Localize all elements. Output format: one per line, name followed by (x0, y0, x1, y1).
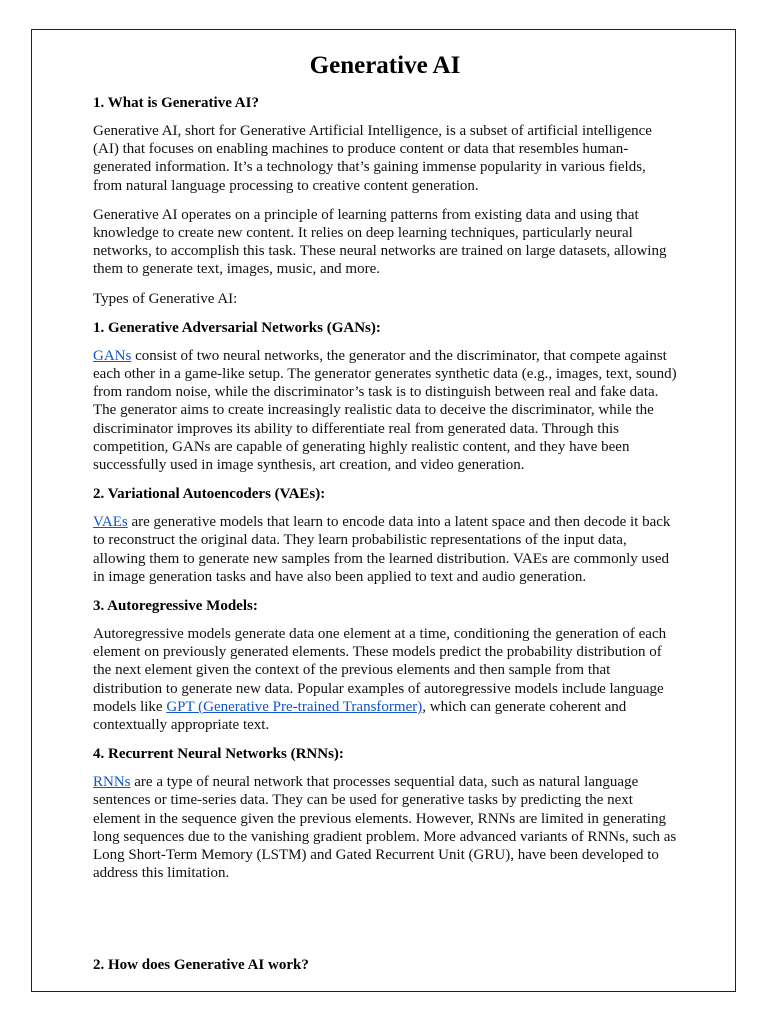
autoregressive-text-after: , which can generate coherent and contextually appropriate text. (93, 698, 627, 734)
autoregressive-text-before: Autoregressive models generate data one element at a time, conditioning the generation of each element on previously generated elements. These models predict the probability distribution of the next element given the context of the previous elements and then sample from that distribution to generate new data. Popular examples of autoregressive models include language models like (93, 626, 667, 715)
rnns-heading: 4. Recurrent Neural Networks (RNNs): (93, 746, 344, 763)
rnns-link[interactable]: RNNs (93, 774, 131, 791)
vaes-heading: 2. Variational Autoencoders (VAEs): (93, 486, 326, 503)
vaes-paragraph (93, 513, 677, 586)
document-title: Generative AI (309, 52, 461, 79)
gpt-link[interactable]: GPT (Generative Pre-trained Transformer) (166, 698, 423, 715)
vaes-text: are generative models that learn to encode data into a latent space and then decode it back to reconstruct the original data. They learn probabilistic representations of the input data, allowing them to generate new samples from the learned distribution. VAEs are commonly used in image generation tasks and have also been applied to text and audio generation. (93, 514, 671, 585)
rnns-paragraph (93, 773, 677, 882)
types-intro: Types of Generative AI: (93, 290, 238, 307)
section-heading-what-is: 1. What is Generative AI? (93, 95, 259, 111)
autoregressive-heading: 3. Autoregressive Models: (93, 598, 258, 615)
intro-paragraph: Generative AI, short for Generative Artificial Intelligence, is a subset of artificial intelligence (AI) that focuses on enabling machines to produce content or data that resembles human-generated information. It’s a technology that’s gaining immense popularity in various fields, from natural language processing to creative content generation. (93, 123, 652, 194)
document-body (93, 50, 677, 984)
section-heading-how-it-works: 2. How does Generative AI work? (93, 956, 309, 973)
gans-text: consist of two neural networks, the generator and the discriminator, that compete against each other in a game-like setup. The generator generates synthetic data (e.g., images, text, sound) from random noise, while the discriminator’s task is to distinguish between real and fake data. The generator aims to create increasingly realistic data to deceive the discriminator, while the discriminator improves its ability to differentiate real from generated data. Through this competition, GANs are capable of generating highly realistic content, and they have been successfully used in image synthesis, art creation, and video generation. (93, 347, 677, 474)
gans-heading: 1. Generative Adversarial Networks (GANs): (93, 319, 381, 336)
gans-paragraph (93, 347, 677, 474)
section-spacer (93, 894, 677, 956)
autoregressive-paragraph (93, 625, 677, 734)
principle-paragraph: Generative AI operates on a principle of learning patterns from existing data and using that knowledge to create new content. It relies on deep learning techniques, particularly neural networks, to accomplish this task. These neural networks are trained on large datasets, allowing them to generate text, images, music, and more. (93, 206, 667, 278)
rnns-text: are a type of neural network that processes sequential data, such as natural language sentences or time-series data. They can be used for generative tasks by predicting the next element in the sequence given the previous elements. However, RNNs are limited in generating long sequences due to the vanishing gradient problem. More advanced variants of RNNs, such as Long Short-Term Memory (LSTM) and Gated Recurrent Unit (GRU), have been developed to address this limitation. (93, 774, 677, 882)
vaes-link[interactable]: VAEs (93, 514, 128, 531)
gans-link[interactable]: GANs (93, 347, 132, 364)
